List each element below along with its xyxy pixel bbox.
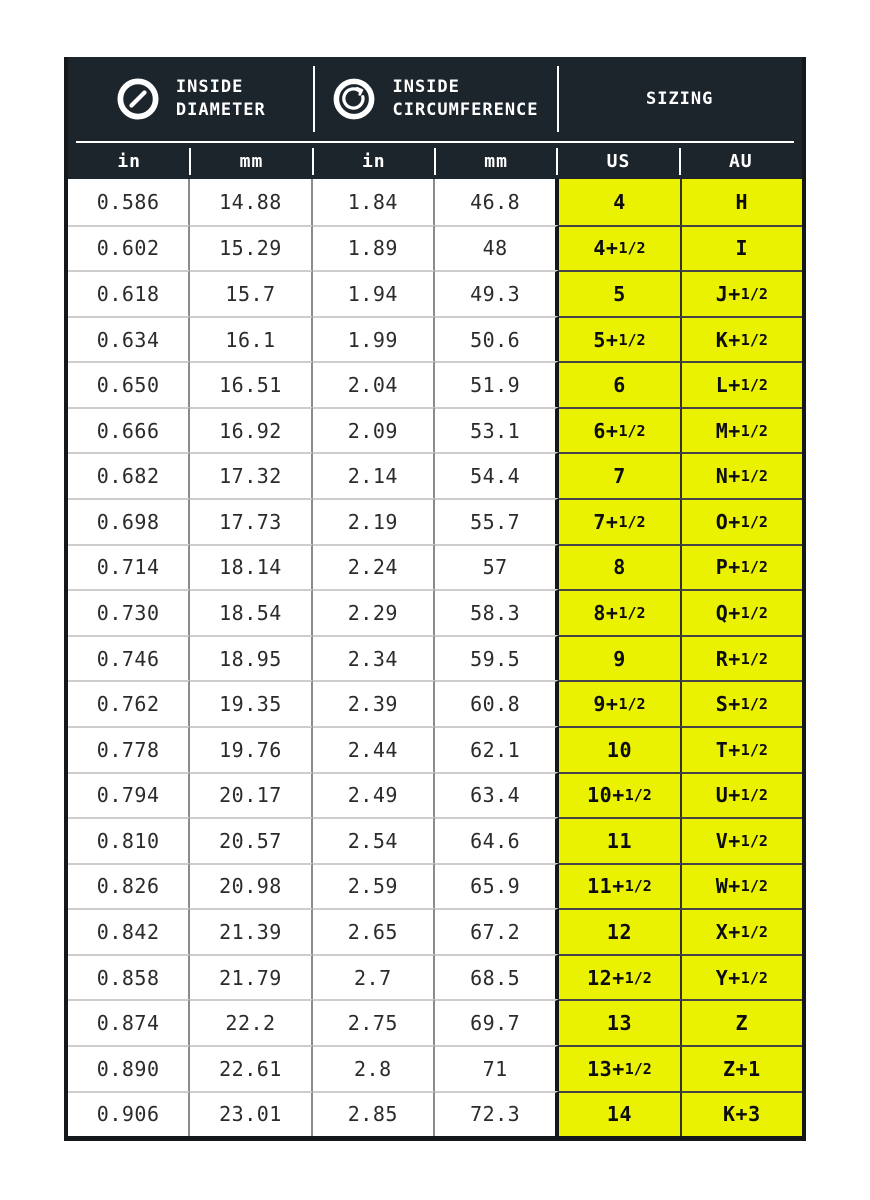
- circumference-mm-cell: 63.4: [435, 772, 559, 818]
- column-header-circumference-in: in: [313, 144, 435, 179]
- diameter-mm-cell: 15.29: [190, 225, 312, 271]
- table-row: [68, 908, 802, 954]
- circumference-in-cell: 2.19: [313, 498, 435, 544]
- column-header-row: [68, 144, 802, 179]
- circumference-in-cell: 2.59: [313, 863, 435, 909]
- au-size-cell: Z: [682, 999, 802, 1045]
- table-row: [68, 225, 802, 271]
- au-size-cell: L+ 1/2: [682, 361, 802, 407]
- us-size-cell: 11+ 1/2: [559, 863, 681, 909]
- circumference-mm-cell: 51.9: [435, 361, 559, 407]
- header-label-line1: INSIDE: [392, 77, 460, 98]
- diameter-in-cell: 0.890: [68, 1045, 190, 1091]
- diameter-mm-cell: 20.98: [190, 863, 312, 909]
- ring-sizing-table: [64, 57, 806, 1141]
- au-size-cell: Q+ 1/2: [682, 589, 802, 635]
- diameter-in-cell: 0.746: [68, 635, 190, 681]
- header-label-line2: CIRCUMFERENCE: [392, 100, 539, 120]
- us-size-cell: 7+ 1/2: [559, 498, 681, 544]
- column-header-diameter-mm: mm: [190, 144, 312, 179]
- diameter-mm-cell: 23.01: [190, 1091, 312, 1137]
- circumference-in-cell: 2.39: [313, 680, 435, 726]
- table-row: [68, 361, 802, 407]
- au-size-cell: W+ 1/2: [682, 863, 802, 909]
- circumference-mm-cell: 72.3: [435, 1091, 559, 1137]
- circumference-mm-cell: 58.3: [435, 589, 559, 635]
- table-row: [68, 954, 802, 1000]
- us-size-cell: 8: [559, 544, 681, 590]
- table-row: [68, 817, 802, 863]
- diameter-in-cell: 0.618: [68, 270, 190, 316]
- au-size-cell: Z+1: [682, 1045, 802, 1091]
- diameter-in-cell: 0.698: [68, 498, 190, 544]
- column-header-circumference-mm: mm: [435, 144, 557, 179]
- circumference-mm-cell: 48: [435, 225, 559, 271]
- header-divider: [557, 66, 559, 132]
- circumference-in-cell: 2.04: [313, 361, 435, 407]
- table-row: [68, 498, 802, 544]
- circumference-in-cell: 2.7: [313, 954, 435, 1000]
- column-header-us: US: [557, 144, 679, 179]
- au-size-cell: R+ 1/2: [682, 635, 802, 681]
- header-label-line1: INSIDE: [175, 77, 244, 98]
- us-size-cell: 4: [559, 179, 681, 225]
- circumference-in-cell: 2.09: [313, 407, 435, 453]
- table-row: [68, 1091, 802, 1137]
- us-size-cell: 9: [559, 635, 681, 681]
- au-size-cell: O+ 1/2: [682, 498, 802, 544]
- au-size-cell: T+ 1/2: [682, 726, 802, 772]
- circumference-in-cell: 2.65: [313, 908, 435, 954]
- diameter-in-cell: 0.858: [68, 954, 190, 1000]
- us-size-cell: 6: [559, 361, 681, 407]
- circumference-in-cell: 2.8: [313, 1045, 435, 1091]
- column-header-diameter-in: in: [68, 144, 190, 179]
- diameter-in-cell: 0.650: [68, 361, 190, 407]
- circumference-mm-cell: 50.6: [435, 316, 559, 362]
- diameter-in-cell: 0.586: [68, 179, 190, 225]
- diameter-mm-cell: 17.32: [190, 452, 312, 498]
- table-row: [68, 589, 802, 635]
- diameter-mm-cell: 21.79: [190, 954, 312, 1000]
- table-row: [68, 680, 802, 726]
- us-size-cell: 14: [559, 1091, 681, 1137]
- table-header: [68, 57, 802, 141]
- table-row: [68, 407, 802, 453]
- table-row: [68, 544, 802, 590]
- circumference-in-cell: 2.49: [313, 772, 435, 818]
- au-size-cell: M+ 1/2: [682, 407, 802, 453]
- diameter-in-cell: 0.602: [68, 225, 190, 271]
- diameter-mm-cell: 21.39: [190, 908, 312, 954]
- circumference-in-cell: 2.24: [313, 544, 435, 590]
- diameter-in-cell: 0.810: [68, 817, 190, 863]
- circumference-mm-cell: 69.7: [435, 999, 559, 1045]
- diameter-in-cell: 0.730: [68, 589, 190, 635]
- us-size-cell: 12: [559, 908, 681, 954]
- header-divider: [313, 66, 315, 132]
- header-group-inside-diameter: [68, 57, 313, 141]
- circumference-in-cell: 2.75: [313, 999, 435, 1045]
- diameter-in-cell: 0.762: [68, 680, 190, 726]
- table-row: [68, 999, 802, 1045]
- diameter-in-cell: 0.842: [68, 908, 190, 954]
- us-size-cell: 7: [559, 452, 681, 498]
- diameter-mm-cell: 17.73: [190, 498, 312, 544]
- au-size-cell: U+ 1/2: [682, 772, 802, 818]
- circumference-in-cell: 2.54: [313, 817, 435, 863]
- diameter-mm-cell: 14.88: [190, 179, 312, 225]
- diameter-mm-cell: 19.35: [190, 680, 312, 726]
- circumference-mm-cell: 62.1: [435, 726, 559, 772]
- diameter-mm-cell: 22.2: [190, 999, 312, 1045]
- au-size-cell: Y+ 1/2: [682, 954, 802, 1000]
- circumference-mm-cell: 59.5: [435, 635, 559, 681]
- diameter-mm-cell: 18.54: [190, 589, 312, 635]
- diameter-mm-cell: 22.61: [190, 1045, 312, 1091]
- au-size-cell: X+ 1/2: [682, 908, 802, 954]
- au-size-cell: I: [682, 225, 802, 271]
- circumference-mm-cell: 65.9: [435, 863, 559, 909]
- header-group-sizing: [557, 57, 802, 141]
- diameter-mm-cell: 16.51: [190, 361, 312, 407]
- us-size-cell: 11: [559, 817, 681, 863]
- circumference-mm-cell: 71: [435, 1045, 559, 1091]
- au-size-cell: S+ 1/2: [682, 680, 802, 726]
- header-label-line1: SIZING: [645, 88, 714, 109]
- circumference-in-cell: 2.44: [313, 726, 435, 772]
- us-size-cell: 12+ 1/2: [559, 954, 681, 1000]
- au-size-cell: J+ 1/2: [682, 270, 802, 316]
- diameter-in-cell: 0.634: [68, 316, 190, 362]
- circumference-mm-cell: 53.1: [435, 407, 559, 453]
- table-row: [68, 635, 802, 681]
- circumference-mm-cell: 55.7: [435, 498, 559, 544]
- au-size-cell: N+ 1/2: [682, 452, 802, 498]
- diameter-mm-cell: 18.14: [190, 544, 312, 590]
- diameter-mm-cell: 19.76: [190, 726, 312, 772]
- table-row: [68, 316, 802, 362]
- us-size-cell: 10+ 1/2: [559, 772, 681, 818]
- diameter-mm-cell: 15.7: [190, 270, 312, 316]
- header-label-sizing: [646, 88, 713, 111]
- au-size-cell: V+ 1/2: [682, 817, 802, 863]
- table-body: [68, 179, 802, 1136]
- diameter-in-cell: 0.826: [68, 863, 190, 909]
- diameter-mm-cell: 16.92: [190, 407, 312, 453]
- us-size-cell: 5+ 1/2: [559, 316, 681, 362]
- header-label-inside-circumference: [392, 76, 538, 122]
- us-size-cell: 13: [559, 999, 681, 1045]
- table-row: [68, 1045, 802, 1091]
- table-row: [68, 863, 802, 909]
- header-label-inside-diameter: [176, 76, 266, 122]
- circumference-mm-cell: 67.2: [435, 908, 559, 954]
- circumference-in-cell: 1.99: [313, 316, 435, 362]
- diameter-mm-cell: 16.1: [190, 316, 312, 362]
- diameter-in-cell: 0.666: [68, 407, 190, 453]
- diameter-in-cell: 0.682: [68, 452, 190, 498]
- circumference-mm-cell: 54.4: [435, 452, 559, 498]
- diameter-mm-cell: 20.57: [190, 817, 312, 863]
- us-size-cell: 8+ 1/2: [559, 589, 681, 635]
- table-row: [68, 270, 802, 316]
- diameter-in-cell: 0.874: [68, 999, 190, 1045]
- circumference-mm-cell: 46.8: [435, 179, 559, 225]
- circumference-in-cell: 1.84: [313, 179, 435, 225]
- circumference-mm-cell: 64.6: [435, 817, 559, 863]
- au-size-cell: H: [682, 179, 802, 225]
- table-row: [68, 772, 802, 818]
- us-size-cell: 5: [559, 270, 681, 316]
- table-row: [68, 726, 802, 772]
- circumference-in-cell: 2.85: [313, 1091, 435, 1137]
- circumference-mm-cell: 68.5: [435, 954, 559, 1000]
- column-header-au: AU: [728, 151, 753, 172]
- diameter-in-cell: 0.906: [68, 1091, 190, 1137]
- us-size-cell: 10: [559, 726, 681, 772]
- diameter-icon: [115, 76, 161, 122]
- au-size-cell: K+ 1/2: [682, 316, 802, 362]
- circumference-in-cell: 2.29: [313, 589, 435, 635]
- us-size-cell: 13+ 1/2: [559, 1045, 681, 1091]
- diameter-in-cell: 0.794: [68, 772, 190, 818]
- circumference-in-cell: 1.89: [313, 225, 435, 271]
- us-size-cell: 9+ 1/2: [559, 680, 681, 726]
- table-row: [68, 452, 802, 498]
- circumference-mm-cell: 60.8: [435, 680, 559, 726]
- diameter-mm-cell: 20.17: [190, 772, 312, 818]
- circumference-mm-cell: 57: [435, 544, 559, 590]
- diameter-mm-cell: 18.95: [190, 635, 312, 681]
- circumference-in-cell: 2.34: [313, 635, 435, 681]
- us-size-cell: 6+ 1/2: [559, 407, 681, 453]
- table-row: [68, 179, 802, 225]
- diameter-in-cell: 0.714: [68, 544, 190, 590]
- au-size-cell: K+3: [682, 1091, 802, 1137]
- us-size-cell: 4+ 1/2: [559, 225, 681, 271]
- au-size-cell: P+ 1/2: [682, 544, 802, 590]
- diameter-in-cell: 0.778: [68, 726, 190, 772]
- circumference-in-cell: 2.14: [313, 452, 435, 498]
- circumference-mm-cell: 49.3: [435, 270, 559, 316]
- header-group-inside-circumference: [313, 57, 558, 141]
- header-label-line2: DIAMETER: [175, 100, 266, 120]
- circumference-icon: [331, 76, 377, 122]
- circumference-in-cell: 1.94: [313, 270, 435, 316]
